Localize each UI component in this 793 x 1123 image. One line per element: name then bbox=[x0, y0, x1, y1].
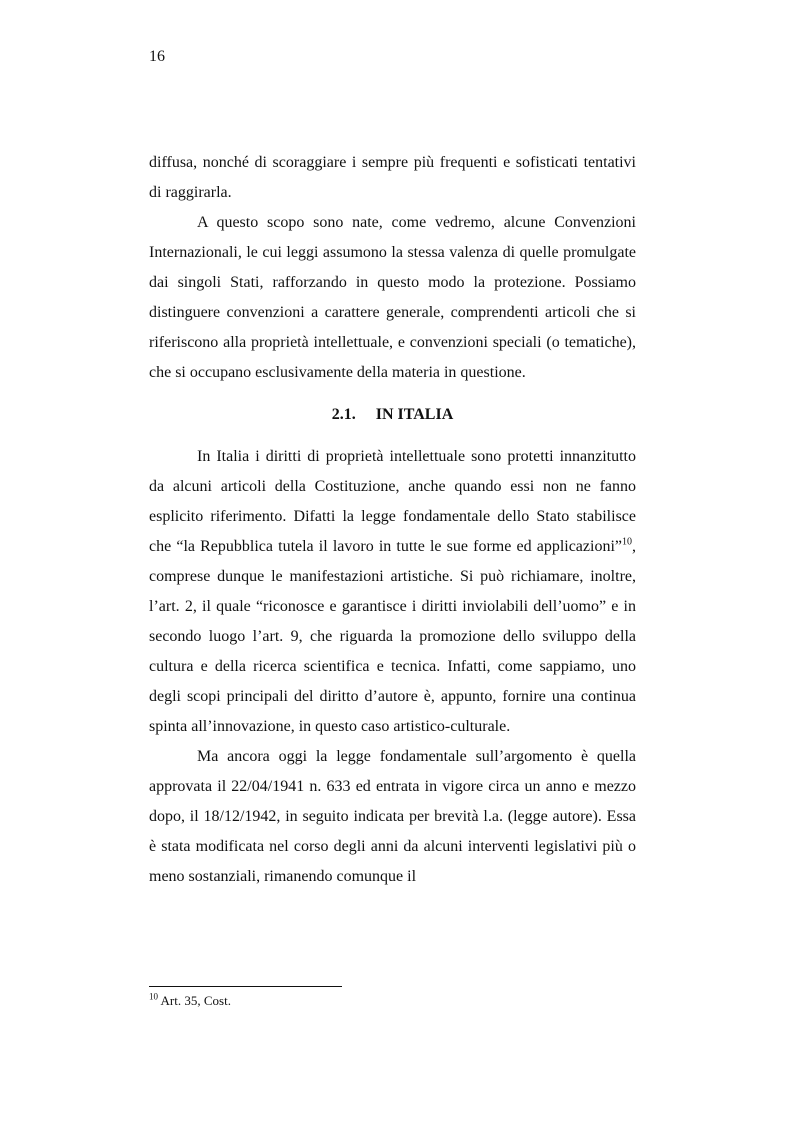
footnote-divider bbox=[149, 986, 342, 987]
page-number: 16 bbox=[149, 48, 165, 65]
section-heading bbox=[149, 400, 636, 430]
paragraph-3-text-b: , comprese dunque le manifestazioni artistiche. Si può richiamare, inoltre, l’art. 2, il quale “riconosce e garantisce i diritti inviolabili dell’uomo” e in secondo luogo l’art. 9, che riguarda la promozione dello sviluppo della cultura e della ricerca scientifica e tecnica. Infatti, come sappiamo, uno degli scopi principali del diritto d’autore è, appunto, fornire una continua spinta all’innovazione, in questo caso artistico-culturale. bbox=[149, 538, 636, 735]
body-text bbox=[149, 148, 636, 892]
paragraph-4: Ma ancora oggi la legge fondamentale sull’argomento è quella approvata il 22/04/1941 n. 633 ed entrata in vigore circa un anno e mezzo dopo, il 18/12/1942, in seguito indicata per brevità l.a. (legge autore). Essa è stata modificata nel corso degli anni da alcuni interventi legislativi più o meno sostanziali, rimanendo comunque il bbox=[149, 748, 636, 885]
footnote-text: Art. 35, Cost. bbox=[158, 993, 231, 1008]
section-title: IN ITALIA bbox=[375, 406, 454, 423]
footnote-reference: 10 bbox=[622, 536, 632, 548]
footnote-number: 10 bbox=[149, 991, 158, 1002]
section-number: 2.1. bbox=[331, 406, 356, 423]
paragraph-1: diffusa, nonché di scoraggiare i sempre più frequenti e sofisticati tentativi di raggirarla. bbox=[149, 154, 636, 201]
footnote bbox=[149, 993, 231, 1009]
paragraph-3-text-a: In Italia i diritti di proprietà intellettuale sono protetti innanzitutto da alcuni articoli della Costituzione, anche quando essi non ne fanno esplicito riferimento. Difatti la legge fondamentale dello Stato stabilisce che “la Repubblica tutela il lavoro in tutte le sue forme ed applicazioni” bbox=[149, 448, 636, 555]
paragraph-3 bbox=[149, 442, 636, 742]
paragraph-2: A questo scopo sono nate, come vedremo, alcune Convenzioni Internazionali, le cui leggi assumono la stessa valenza di quelle promulgate dai singoli Stati, rafforzando in questo modo la protezione. Possiamo distinguere convenzioni a carattere generale, comprendenti articoli che si riferiscono alla proprietà intellettuale, e convenzioni speciali (o tematiche), che si occupano esclusivamente della materia in questione. bbox=[149, 214, 636, 381]
